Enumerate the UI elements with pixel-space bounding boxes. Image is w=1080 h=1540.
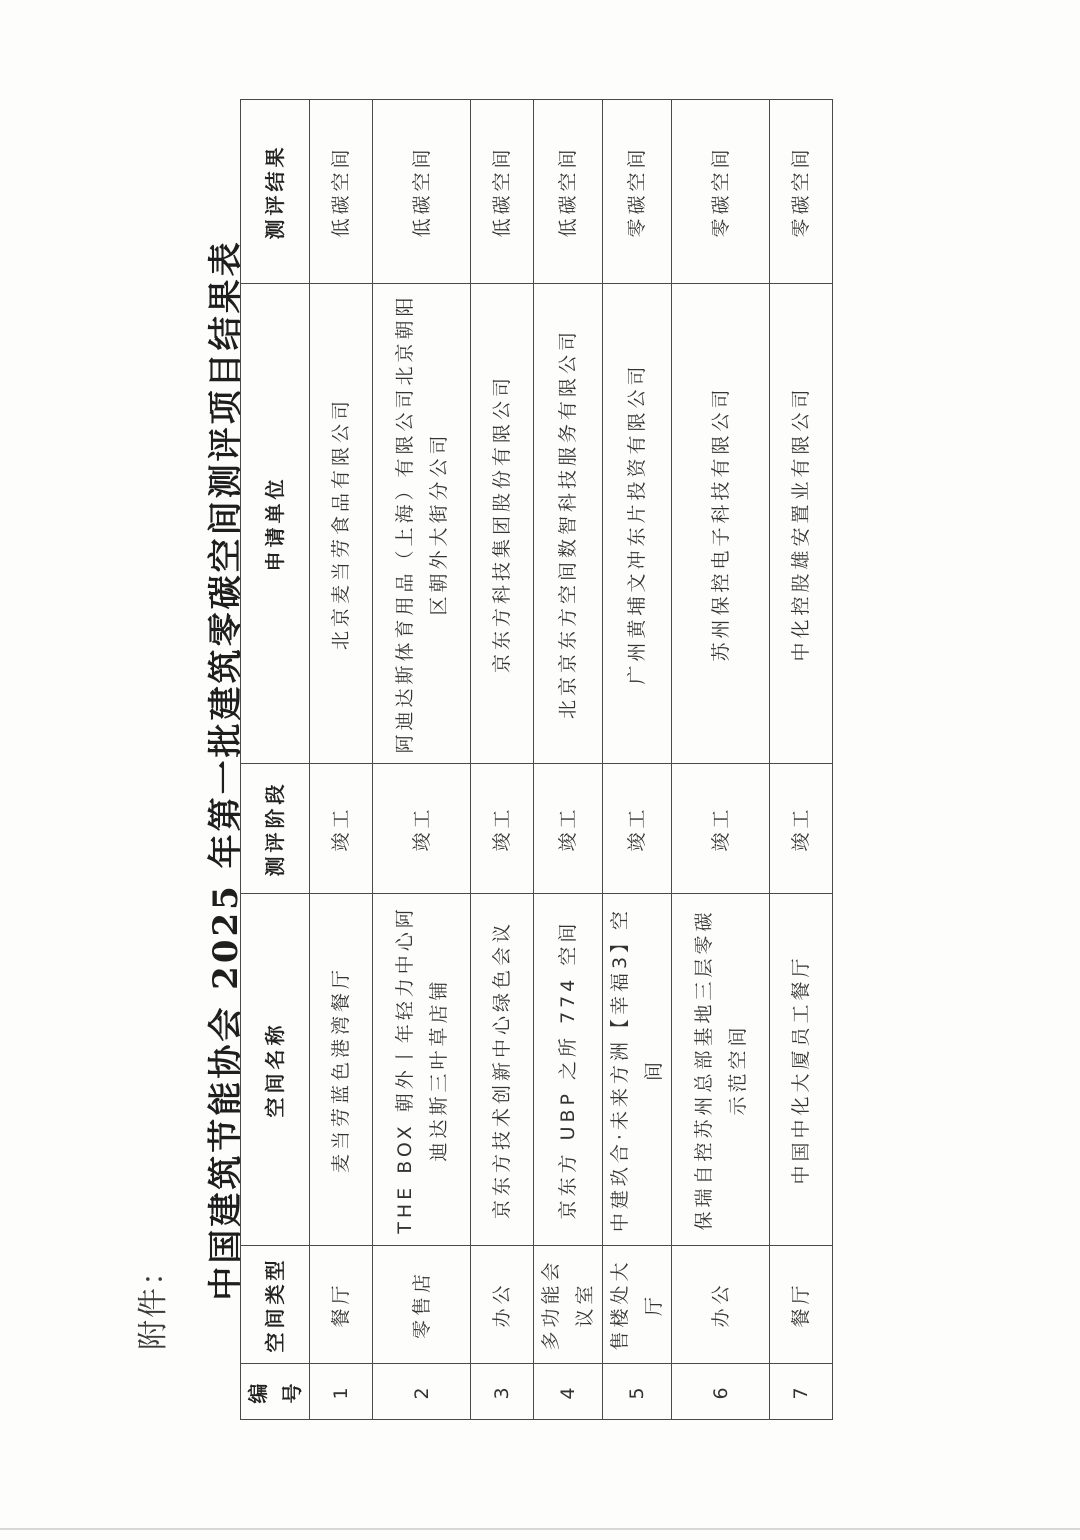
table-row (373, 100, 471, 1420)
cell-stage: 竣工 (471, 764, 534, 894)
cell-no: 1 (310, 1364, 373, 1420)
cell-name: 中国中化大厦员工餐厅 (770, 894, 833, 1246)
cell-unit: 北京麦当劳食品有限公司 (310, 284, 373, 764)
cell-type: 餐厅 (770, 1246, 833, 1364)
table-row (603, 100, 672, 1420)
cell-no: 2 (373, 1364, 471, 1420)
header-name: 空间名称 (241, 894, 310, 1246)
header-result: 测评结果 (241, 100, 310, 284)
header-stage: 测评阶段 (241, 764, 310, 894)
cell-type: 办公 (471, 1246, 534, 1364)
table-row (770, 100, 833, 1420)
cell-stage: 竣工 (672, 764, 770, 894)
cell-name: 中建玖合·未来方洲【幸福3】空间 (603, 894, 672, 1246)
cell-result: 零碳空间 (603, 100, 672, 284)
document-title: 中国建筑节能协会 2025 年第一批建筑零碳空间测评项目结果表 (206, 239, 246, 1301)
cell-stage: 竣工 (534, 764, 603, 894)
cell-no: 5 (603, 1364, 672, 1420)
cell-result: 低碳空间 (373, 100, 471, 284)
cell-unit: 阿迪达斯体育用品（上海）有限公司北京朝阳区朝外大街分公司 (373, 284, 471, 764)
cell-name: 麦当劳蓝色港湾餐厅 (310, 894, 373, 1246)
table-row (310, 100, 373, 1420)
cell-unit: 北京京东方空间数智科技服务有限公司 (534, 284, 603, 764)
cell-stage: 竣工 (770, 764, 833, 894)
cell-stage: 竣工 (373, 764, 471, 894)
header-unit: 申请单位 (241, 284, 310, 764)
cell-result: 低碳空间 (534, 100, 603, 284)
cell-name: 保瑞自控苏州总部基地三层零碳示范空间 (672, 894, 770, 1246)
header-type: 空间类型 (241, 1246, 310, 1364)
cell-name: THE BOX 朝外丨年轻力中心阿迪达斯三叶草店铺 (373, 894, 471, 1246)
cell-result: 零碳空间 (672, 100, 770, 284)
cell-unit: 苏州保控电子科技有限公司 (672, 284, 770, 764)
cell-no: 7 (770, 1364, 833, 1420)
table-row (672, 100, 770, 1420)
cell-result: 低碳空间 (471, 100, 534, 284)
cell-type: 零售店 (373, 1246, 471, 1364)
cell-result: 低碳空间 (310, 100, 373, 284)
cell-stage: 竣工 (603, 764, 672, 894)
results-table (240, 99, 833, 1420)
header-no: 编号 (241, 1364, 310, 1420)
cell-type: 多功能会议室 (534, 1246, 603, 1364)
scan-edge-line (0, 1528, 1080, 1530)
cell-no: 4 (534, 1364, 603, 1420)
cell-type: 餐厅 (310, 1246, 373, 1364)
table-header-row (241, 100, 310, 1420)
cell-no: 3 (471, 1364, 534, 1420)
attachment-label: 附件： (136, 1254, 171, 1350)
cell-unit: 中化控股雄安置业有限公司 (770, 284, 833, 764)
cell-no: 6 (672, 1364, 770, 1420)
cell-unit: 京东方科技集团股份有限公司 (471, 284, 534, 764)
cell-name: 京东方 UBP 之所 774 空间 (534, 894, 603, 1246)
cell-result: 零碳空间 (770, 100, 833, 284)
cell-type: 办公 (672, 1246, 770, 1364)
cell-unit: 广州黄埔文冲东片投资有限公司 (603, 284, 672, 764)
cell-type: 售楼处大厅 (603, 1246, 672, 1364)
table-row (471, 100, 534, 1420)
cell-stage: 竣工 (310, 764, 373, 894)
cell-name: 京东方技术创新中心绿色会议 (471, 894, 534, 1246)
table-row (534, 100, 603, 1420)
